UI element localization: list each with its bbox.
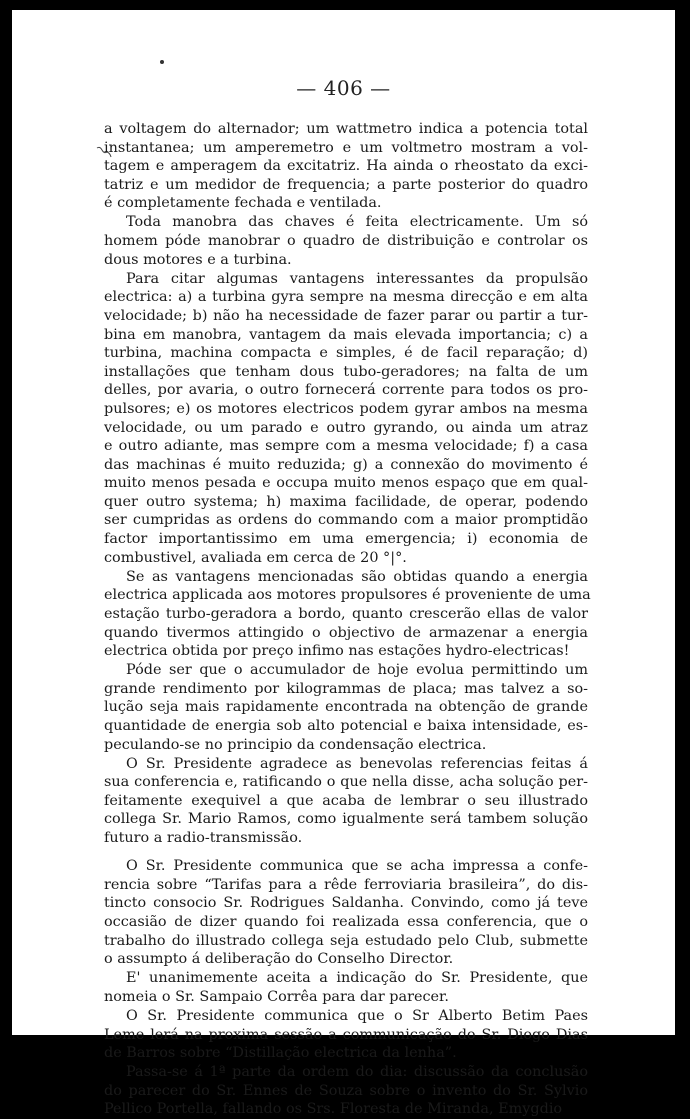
text-line: tincto consocio Sr. Rodrigues Saldanha. Convindo, como já teve — [104, 895, 588, 912]
ink-speck — [160, 60, 164, 64]
text-line: factor importantissimo em uma emergencia; i) economia de — [104, 531, 588, 548]
paragraph — [104, 755, 588, 848]
text-line: muito menos pesada e occupa muito menos espaço que em qual- — [104, 475, 588, 492]
text-line: das machinas é muito reduzida; g) a connexão do movimento é — [104, 456, 588, 473]
text-line: sua conferencia e, ratificando o que nella disse, acha solução per- — [104, 774, 588, 791]
text-line: occasião de dizer quando foi realizada essa conferencia, que o — [104, 913, 588, 930]
text-line: Se as vantagens mencionadas são obtidas quando a energia — [126, 568, 588, 585]
text-line: feitamente exequivel a que acaba de lembrar o seu illustrado — [104, 792, 588, 809]
text-line: delles, por avaria, o outro fornecerá corrente para todos os pro- — [104, 382, 588, 399]
text-line: peculando-se no principio da condensação electrica. — [104, 736, 487, 753]
text-line: combustivel, avaliada em cerca de 20 °|°. — [104, 549, 407, 566]
text-line: O Sr. Presidente agradece as benevolas referencias feitas á — [126, 755, 588, 772]
text-line: a voltagem do alternador; um wattmetro indica a potencia total — [104, 121, 588, 137]
text-line: O Sr. Presidente communica que se acha impressa a confe- — [126, 858, 588, 875]
text-line: homem póde manobrar o quadro de distribuição e controlar os — [104, 233, 588, 250]
text-line: pulsores; e) os motores electricos podem gyrar ambos na mesma — [104, 400, 588, 417]
text-line: Toda manobra das chaves é feita electricamente. Um só — [126, 214, 588, 231]
paragraph — [104, 270, 588, 568]
text-line: collega Sr. Mario Ramos, como igualmente será tambem solução — [104, 811, 588, 828]
body-text — [104, 120, 591, 1119]
text-line: Póde ser que o accumulador de hoje evolua permittindo um — [126, 662, 588, 679]
text-line: Pellico Portella, fallando os Srs. Floresta de Miranda, Emygdio — [104, 1101, 563, 1118]
text-line: instantanea; um amperemetro e um voltmetro mostram a vol- — [104, 139, 588, 156]
paragraph — [104, 213, 588, 269]
text-line: O Sr. Presidente communica que o Sr Alberto Betim Paes — [126, 1007, 588, 1024]
text-line: velocidade; b) não ha necessidade de fazer parar ou partir a tur- — [104, 307, 588, 324]
text-line: ser cumpridas as ordens do commando com a maior promptidão — [104, 512, 588, 529]
text-line: turbina, machina compacta e simples, é de facil reparação; d) — [104, 345, 588, 362]
text-line: tagem e amperagem da excitatriz. Ha ainda o rheostato da exci- — [104, 158, 588, 175]
text-line: o assumpto á deliberação do Conselho Director. — [104, 951, 454, 968]
paragraph — [104, 1007, 588, 1063]
text-line: tatriz e um medidor de frequencia; a parte posterior do quadro — [104, 176, 588, 193]
text-line: electrica obtida por preço infimo nas estações hydro-electricas! — [104, 643, 570, 660]
paragraph — [104, 1063, 588, 1119]
text-line: bina em manobra, vantagem da mais elevada importancia; c) a — [104, 326, 588, 343]
text-line: é completamente fechada e ventilada. — [104, 195, 382, 212]
text-line: quando tivermos attingido o objectivo de armazenar a energia — [104, 624, 588, 641]
text-line: nomeia o Sr. Sampaio Corrêa para dar parecer. — [104, 988, 449, 1005]
text-line: estação turbo-geradora a bordo, quanto crescerão ellas de valor — [104, 605, 588, 622]
text-line: e outro adiante, mas sempre com a mesma velocidade; f) a casa — [104, 438, 588, 455]
paragraph — [104, 120, 588, 213]
text-line: velocidade, ou um parado e outro gyrando, ou ainda um atraz — [104, 419, 588, 436]
text-line: Passa-se á 1ª parte da ordem do dia: discussão da conclusão — [126, 1064, 588, 1081]
text-line: Para citar algumas vantagens interessantes da propulsão — [126, 270, 588, 287]
scanned-page — [12, 10, 675, 1118]
paragraph-gap — [104, 848, 588, 857]
text-line: lução seja mais rapidamente encontrada na obtenção de grande — [104, 699, 588, 716]
text-line: Leme lerá na proxima sessão a communicação do Sr. Diogo Dias — [104, 1026, 588, 1043]
text-line: do parecer do Sr. Ennes de Souza sobre o invento do Sr. Sylvio — [104, 1082, 588, 1099]
text-line: rencia sobre “Tarifas para a rêde ferroviaria brasileira”, do dis- — [104, 876, 588, 893]
text-line: trabalho do illustrado collega seja estudado pelo Club, submette — [104, 932, 588, 949]
text-line: de Barros sobre “Distillação electrica da lenha”. — [104, 1045, 457, 1062]
text-line: futuro a radio-transmissão. — [104, 830, 303, 847]
paragraph — [104, 969, 588, 1006]
text-line: E' unanimemente aceita a indicação do Sr. Presidente, que — [126, 970, 588, 987]
text-line: quantidade de energia sob alto potencial e baixa intensidade, es- — [104, 718, 588, 734]
paragraph — [104, 661, 588, 754]
paragraph — [104, 857, 588, 969]
text-line: installações que tenham dous tubo-geradores; na falta de um — [104, 363, 588, 380]
text-line: electrica: a) a turbina gyra sempre na mesma direcção e em alta — [104, 289, 588, 306]
text-line: grande rendimento por kilogrammas de placa; mas talvez a so- — [104, 680, 588, 697]
paragraph — [104, 568, 591, 661]
page-number: — 406 — — [296, 76, 391, 100]
text-line: quer outro systema; h) maxima facilidade, de operar, podendo — [104, 493, 588, 510]
text-line: electrica applicada aos motores propulsores é proveniente de uma — [104, 587, 591, 604]
text-line: dous motores e a turbina. — [104, 251, 292, 268]
